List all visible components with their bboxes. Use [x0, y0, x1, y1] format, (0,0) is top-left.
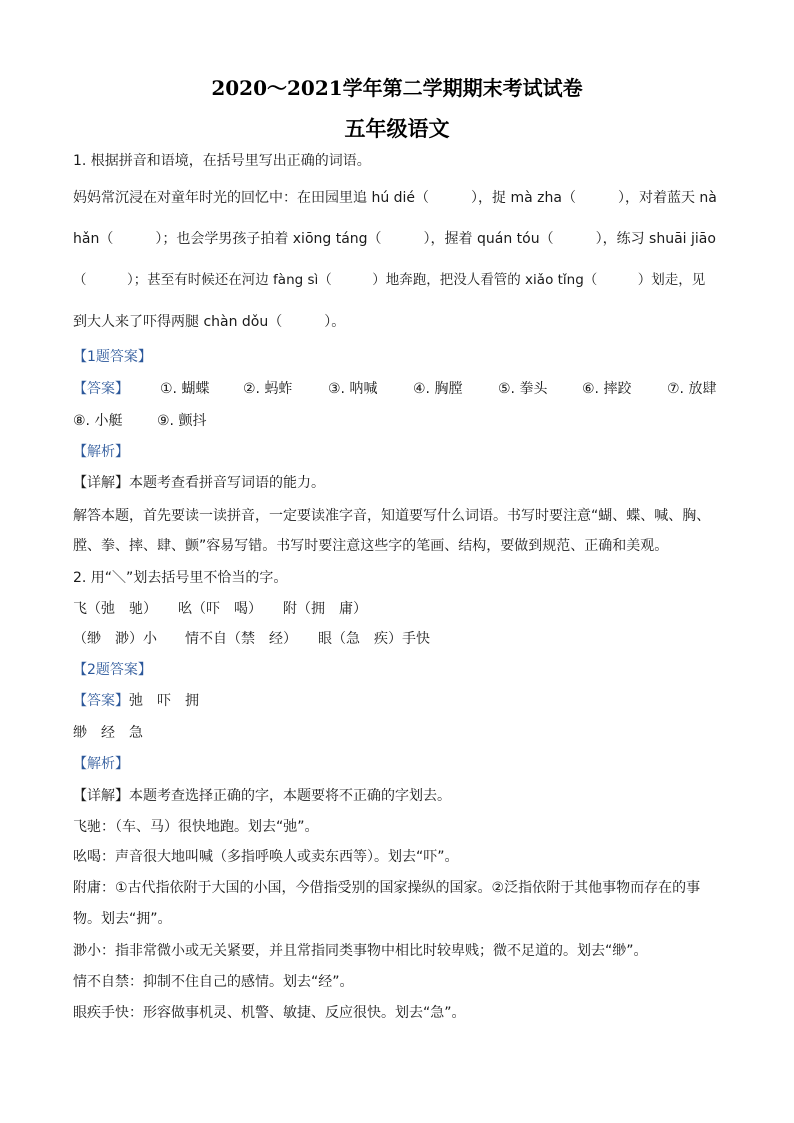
q2-explain-1: 飞驰：（车、马）很快地跑。划去“弛”。	[73, 819, 319, 835]
q2-question: 2. 用“＼”划去括号里不恰当的字。	[73, 570, 288, 586]
q1-answer-5: ⑤. 拳头	[498, 381, 548, 397]
q2-answer-row-1	[73, 692, 199, 710]
q2-explain-7: 眼疾手快：形容做事机灵、机警、敏捷、反应很快。划去“急”。	[73, 1005, 466, 1021]
q1-text-line-3: （ ）；甚至有时候还在河边 fàng sì（ ）地奔跑，把没人看管的 xiǎo tǐng（ ）划走，见	[73, 272, 706, 288]
q1-explain-2: 膛、拳、摔、肆、颤”容易写错。书写时要注意这些字的笔画、结构，要做到规范、正确和美观。	[73, 538, 669, 554]
q1-text-line-1: 妈妈常沉浸在对童年时光的回忆中：在田园里追 hú dié（ ），捉 mà zha（ ），对着蓝天 nà	[73, 190, 717, 206]
q1-text-line-2: hǎn（ ）；也会学男孩子拍着 xiōng táng（ ），握着 quán tóu（ ），练习 shuāi jiāo	[73, 231, 716, 247]
q2-explain-5: 渺小：指非常微小或无关紧要，并且常指同类事物中相比时较卑贱；微不足道的。划去“缈”。	[73, 943, 648, 959]
q1-answer-label: 【答案】	[73, 381, 129, 397]
exam-subtitle: 五年级语文	[344, 116, 450, 141]
q2-explain-4: 物。划去“拥”。	[73, 911, 172, 927]
q1-text-line-4: 到大人来了吓得两腿 chàn dǒu（ ）。	[73, 314, 346, 330]
q1-answer-1: ①. 蝴蝶	[160, 381, 210, 397]
q2-explain-3: 附庸：①古代指依附于大国的小国，今借指受别的国家操纵的国家。②泛指依附于其他事物而存在的事	[73, 880, 701, 896]
q1-detail: 【详解】本题考查看拼音写词语的能力。	[73, 475, 325, 491]
q2-answer-line-1: 弛 吓 拥	[129, 693, 199, 709]
q1-answer-2: ②. 蚂蚱	[243, 381, 293, 397]
q2-analysis-heading: 【解析】	[73, 756, 129, 772]
q2-answer-heading: 【2题答案】	[73, 662, 152, 678]
q1-answer-heading: 【1题答案】	[73, 349, 152, 365]
q2-answer-line-2: 缈 经 急	[73, 725, 143, 741]
q2-explain-6: 情不自禁：抑制不住自己的感情。划去“经”。	[73, 974, 354, 990]
q1-answer-3: ③. 呐喊	[328, 381, 378, 397]
q1-answer-8: ⑧. 小艇	[73, 413, 123, 429]
q1-answer-4: ④. 胸膛	[413, 381, 463, 397]
q2-detail: 【详解】本题考查选择正确的字，本题要将不正确的字划去。	[73, 788, 451, 804]
q1-answer-7: ⑦. 放肆	[667, 381, 717, 397]
q1-explain-1: 解答本题，首先要读一读拼音，一定要读准字音，知道要写什么词语。书写时要注意“蝴、蝶、喊、胸、	[73, 508, 711, 524]
q1-answer-9: ⑨. 颤抖	[157, 413, 207, 429]
q2-line-1: 飞（弛 驰） 吆（吓 喝） 附（拥 庸）	[73, 601, 367, 617]
q1-question: 1. 根据拼音和语境，在括号里写出正确的词语。	[73, 153, 371, 169]
q2-explain-2: 吆喝：声音很大地叫喊（多指呼唤人或卖东西等）。划去“吓”。	[73, 849, 459, 865]
exam-title: 2020～2021学年第二学期期末考试试卷	[211, 76, 583, 100]
q1-answer-6: ⑥. 摔跤	[582, 381, 632, 397]
q2-line-2: （缈 渺）小 情不自（禁 经） 眼（急 疾）手快	[73, 631, 430, 647]
q2-answer-label: 【答案】	[73, 693, 129, 709]
q1-analysis-heading: 【解析】	[73, 444, 129, 460]
